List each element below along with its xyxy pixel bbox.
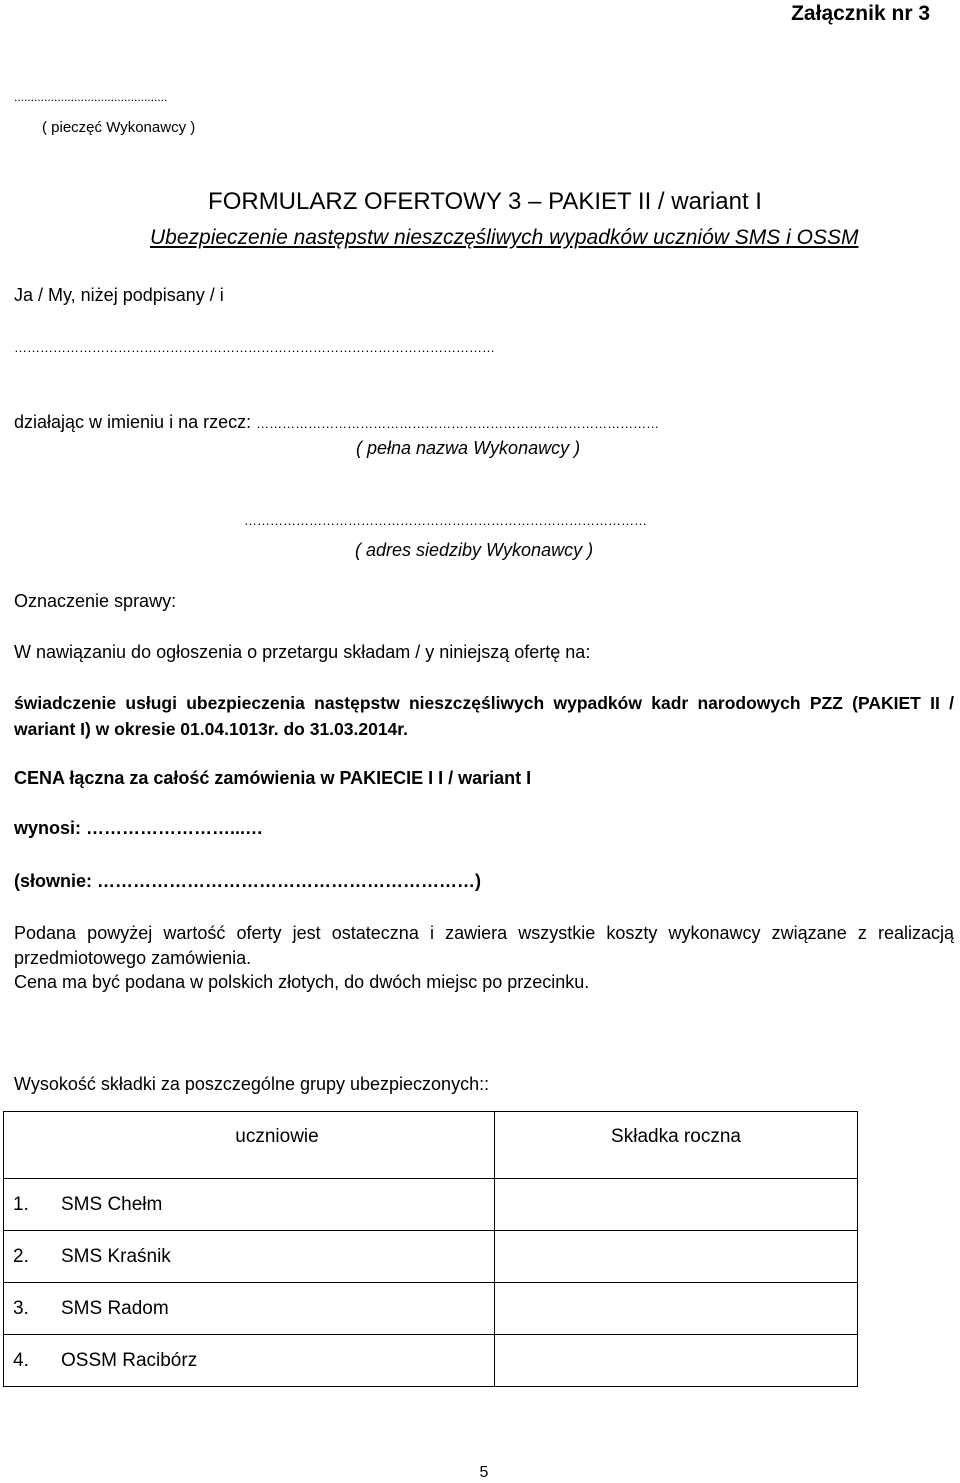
signer-label: Ja / My, niżej podpisany / i [14, 285, 224, 305]
row-name-cell [4, 1283, 495, 1335]
stamp-caption: ( pieczęć Wykonawcy ) [42, 119, 196, 136]
final-note: Podana powyżej wartość oferty jest ostateczna i zawiera wszystkie koszty wykonawcy związane z realizacją przedmiotowego zamówienia. [14, 923, 954, 968]
row-name-cell [4, 1335, 495, 1387]
case-label: Oznaczenie sprawy: [14, 591, 177, 611]
table-header-row [4, 1112, 858, 1179]
acting-line [14, 412, 659, 433]
words-dots: ……………………………………………………… [97, 871, 476, 891]
row-premium-cell[interactable] [495, 1283, 858, 1335]
currency-note: Cena ma być podana w polskich złotych, do dwóch miejsc po przecinku. [14, 972, 590, 992]
acting-dots: ………………………………………………………………………………… [256, 416, 660, 431]
service-description: świadczenie usługi ubezpieczenia następstw nieszczęśliwych wypadków kadr narodowych PZZ (PAKIET II / wariant I) w okresie 01.04.1013r. do 31.03.2014r. [14, 693, 954, 739]
price-heading: CENA łączna za całość zamówienia w PAKIECIE I I / wariant I [14, 768, 532, 788]
form-subtitle: Ubezpieczenie następstw nieszczęśliwych wypadków uczniów SMS i OSSM [150, 226, 859, 249]
premium-table [3, 1111, 858, 1387]
row-premium-cell[interactable] [495, 1335, 858, 1387]
stamp-dots: .............................................. [14, 90, 168, 104]
table-row [4, 1283, 858, 1335]
amount-dots: ……………………...… [86, 818, 264, 838]
row-name-cell [4, 1179, 495, 1231]
address-dots: ………………………………………………………………………………… [244, 513, 647, 528]
table-row [4, 1231, 858, 1283]
row-number: 2. [13, 1245, 29, 1267]
form-title: FORMULARZ OFERTOWY 3 – PAKIET II / wariant I [208, 188, 762, 215]
row-number: 3. [13, 1297, 29, 1319]
page-number: 5 [479, 1464, 489, 1481]
groups-heading: Wysokość składki za poszczególne grupy ubezpieczonych:: [14, 1074, 490, 1094]
row-name: SMS Kraśnik [61, 1245, 171, 1267]
header-students: uczniowie [4, 1112, 495, 1179]
row-name: SMS Chełm [61, 1193, 163, 1215]
header-premium: Składka roczna [495, 1112, 858, 1179]
row-name-cell [4, 1231, 495, 1283]
words-close: ) [475, 871, 482, 891]
words-label: (słownie: [14, 871, 98, 891]
full-name-caption: ( pełna nazwa Wykonawcy ) [356, 438, 581, 458]
row-premium-cell[interactable] [495, 1179, 858, 1231]
amount-line [14, 818, 263, 839]
address-caption: ( adres siedziby Wykonawcy ) [355, 540, 594, 560]
row-name: OSSM Racibórz [61, 1349, 198, 1371]
acting-label: działając w imieniu i na rzecz: [14, 412, 257, 432]
row-premium-cell[interactable] [495, 1231, 858, 1283]
row-name: SMS Radom [61, 1297, 169, 1319]
row-number: 4. [13, 1349, 29, 1371]
words-line [14, 871, 481, 892]
amount-label: wynosi: [14, 818, 87, 838]
intro-text: W nawiązaniu do ogłoszenia o przetargu składam / y niniejszą ofertę na: [14, 642, 591, 662]
attachment-label: Załącznik nr 3 [791, 2, 930, 25]
signer-dots: ………………………………………………………………………………………………… [14, 340, 495, 355]
table-row [4, 1335, 858, 1387]
table-row [4, 1179, 858, 1231]
row-number: 1. [13, 1193, 29, 1215]
